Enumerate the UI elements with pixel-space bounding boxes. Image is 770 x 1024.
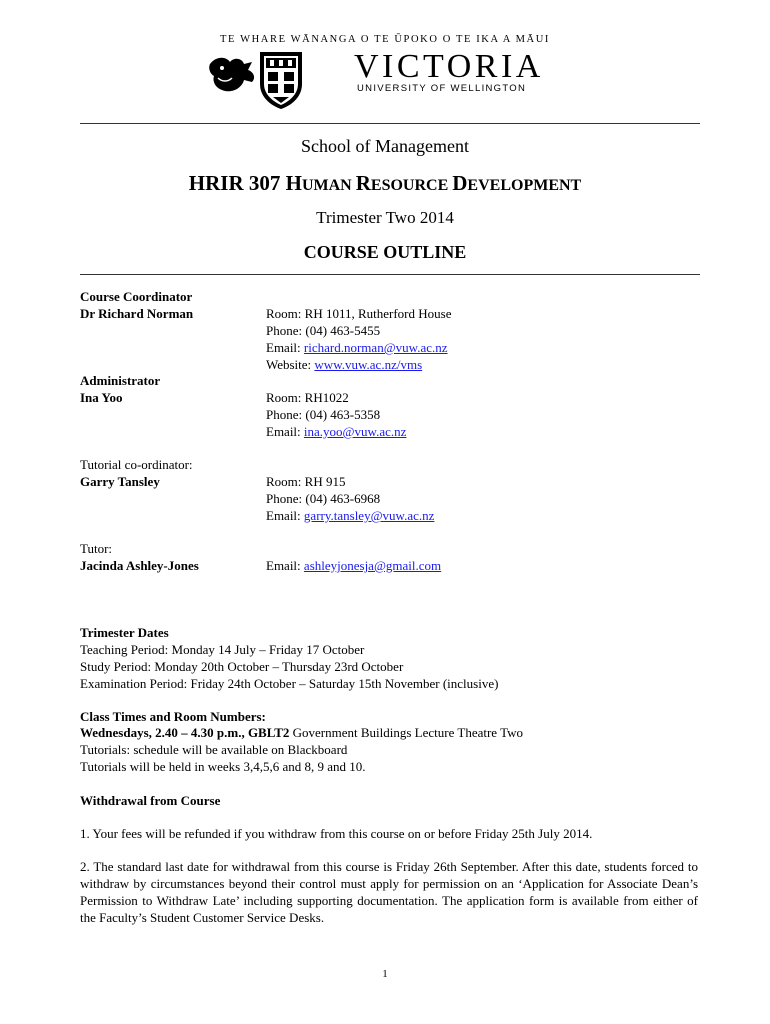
administrator-email-row: Email: ina.yoo@vuw.ac.nz — [266, 424, 407, 439]
coordinator-website-row: Website: www.vuw.ac.nz/vms — [266, 357, 423, 372]
tutor-email-link[interactable]: ashleyjonesja@gmail.com — [303, 558, 442, 573]
tutor-role: Tutor: — [80, 541, 113, 556]
maori-university-name: TE WHARE WĀNANGA O TE ŪPOKO O TE IKA A MĀUI — [220, 34, 550, 45]
administrator-room: Room: RH1022 — [266, 390, 349, 405]
university-logo — [208, 50, 578, 114]
school-name: School of Management — [301, 136, 469, 156]
trimester-dates-heading: Trimester Dates — [80, 625, 169, 640]
administrator-email-link[interactable]: ina.yoo@vuw.ac.nz — [303, 424, 407, 439]
withdrawal-heading: Withdrawal from Course — [80, 793, 221, 808]
coordinator-name: Dr Richard Norman — [80, 306, 194, 321]
tutorial-coordinator-phone: Phone: (04) 463-6968 — [266, 491, 381, 506]
coordinator-room: Room: RH 1011, Rutherford House — [266, 306, 452, 321]
coordinator-website-link[interactable]: www.vuw.ac.nz/vms — [314, 357, 423, 372]
tutorial-coordinator-name: Garry Tansley — [80, 474, 160, 489]
study-period: Study Period: Monday 20th October – Thursday 23rd October — [80, 659, 404, 674]
tutorial-coordinator-email-row: Email: garry.tansley@vuw.ac.nz — [266, 508, 435, 523]
coordinator-email-link[interactable]: richard.norman@vuw.ac.nz — [303, 340, 448, 355]
withdrawal-point-1: 1. Your fees will be refunded if you withdraw from this course on or before Friday 25th July 2014. — [80, 826, 593, 841]
administrator-name: Ina Yoo — [80, 390, 123, 405]
university-wordmark: VICTORIA — [354, 48, 544, 85]
document-type-heading: COURSE OUTLINE — [303, 242, 467, 262]
course-code: HRIR 307 — [188, 171, 286, 195]
coordinator-role: Course Coordinator — [80, 289, 193, 304]
tutorial-coordinator-room: Room: RH 915 — [266, 474, 346, 489]
header-divider — [80, 123, 700, 124]
tutor-email-row: Email: ashleyjonesja@gmail.com — [266, 558, 442, 573]
coordinator-phone: Phone: (04) 463-5455 — [266, 323, 381, 338]
tutorials-weeks: Tutorials will be held in weeks 3,4,5,6 and 8, 9 and 10. — [80, 759, 366, 774]
coordinator-email-row: Email: richard.norman@vuw.ac.nz — [266, 340, 448, 355]
administrator-phone: Phone: (04) 463-5358 — [266, 407, 381, 422]
tutorial-coordinator-email-link[interactable]: garry.tansley@vuw.ac.nz — [303, 508, 435, 523]
tutorials-schedule: Tutorials: schedule will be available on Blackboard — [80, 742, 348, 757]
course-title: HRIR 307 HUMAN RESOURCE DEVELOPMENT — [188, 171, 582, 195]
trimester-label: Trimester Two 2014 — [316, 208, 454, 227]
page-number: 1 — [382, 968, 388, 980]
examination-period: Examination Period: Friday 24th October – Saturday 15th November (inclusive) — [80, 676, 499, 691]
shield-crest-icon — [256, 50, 306, 110]
title-divider — [80, 274, 700, 275]
tutor-name: Jacinda Ashley-Jones — [80, 558, 199, 573]
class-times-heading: Class Times and Room Numbers: — [80, 709, 266, 724]
withdrawal-point-2: 2. The standard last date for withdrawal from this course is Friday 26th September. After this date, students forced to withdraw by circumstances beyond their control must apply for permission on an ‘Application for Associate Dean’s Permission to Withdraw Late’ including supporting documentation. The application form is available from either of the Faculty’s Student Customer Service Desks. — [80, 859, 698, 925]
administrator-role: Administrator — [80, 373, 161, 388]
taniwha-emblem — [208, 54, 260, 98]
tutorial-coordinator-role: Tutorial co-ordinator: — [80, 457, 193, 472]
university-subtitle: UNIVERSITY OF WELLINGTON — [357, 83, 527, 94]
class-times-when: Wednesdays, 2.40 – 4.30 p.m., GBLT2 Government Buildings Lecture Theatre Two — [80, 725, 524, 740]
teaching-period: Teaching Period: Monday 14 July – Friday 17 October — [80, 642, 365, 657]
